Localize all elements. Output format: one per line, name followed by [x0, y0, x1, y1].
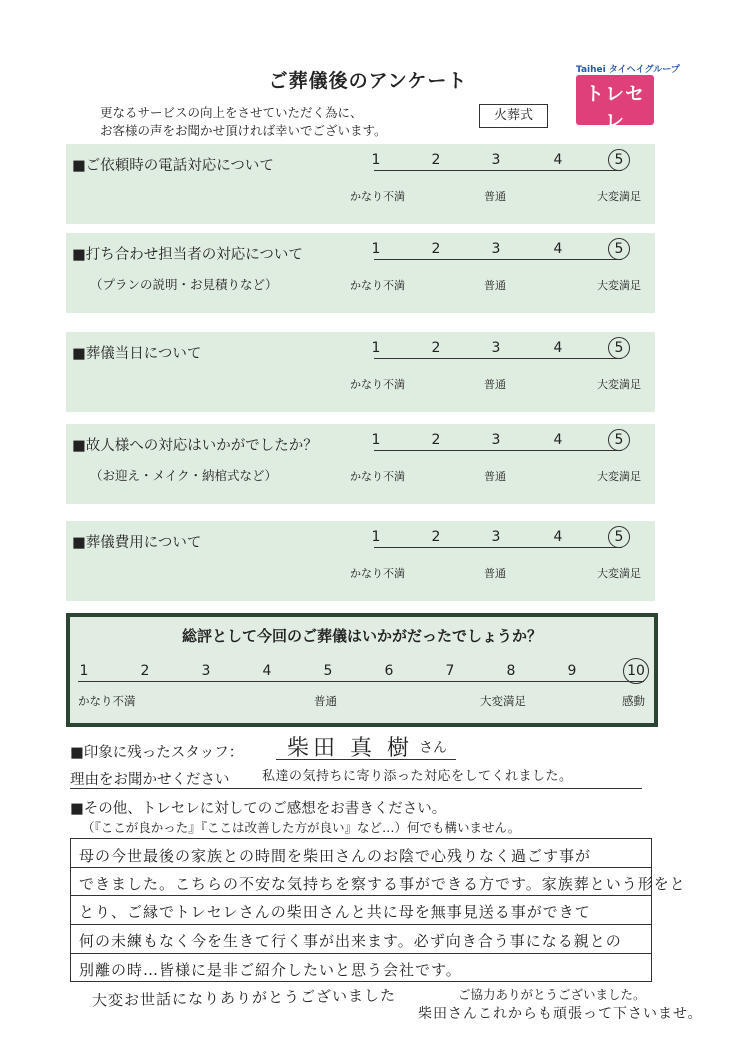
overall-anchor-high: 大変満足: [480, 694, 526, 708]
anchor-low: かなり不満: [350, 279, 405, 292]
comment-rule: [71, 924, 651, 925]
scale-4[interactable]: 4: [553, 152, 563, 168]
selected-answer-circle: [608, 526, 630, 548]
scale-2[interactable]: 2: [431, 241, 441, 257]
question-band-4: [66, 424, 655, 504]
scale-3[interactable]: 3: [491, 432, 501, 448]
scale-4[interactable]: 4: [553, 529, 563, 545]
scale-line: [374, 170, 622, 171]
comment-line-4: 何の未練もなく今を生きて行く事が出来ます。必ず向き合う事になる親との: [79, 932, 622, 950]
comment-line-2: できました。こちらの不安な気持ちを察する事ができる方です。家族葬という形をと: [79, 875, 686, 893]
overall-scale-9[interactable]: 9: [567, 663, 577, 679]
question-label: ■葬儀当日について: [72, 346, 202, 362]
staff-honorific: さん: [419, 740, 447, 756]
overall-scale-8[interactable]: 8: [506, 663, 516, 679]
overall-scale-line: [78, 681, 644, 682]
anchor-mid: 普通: [484, 470, 506, 483]
scale-2[interactable]: 2: [431, 340, 441, 356]
anchor-low: かなり不満: [350, 470, 405, 483]
scale-4[interactable]: 4: [553, 340, 563, 356]
question-sub: （お迎え・メイク・納棺式など）: [90, 468, 278, 483]
comment-box[interactable]: [70, 838, 686, 982]
logo: [572, 62, 680, 132]
intro-line-2: お客様の声をお聞かせ頂ければ幸いでございます。: [100, 123, 387, 138]
question-label: ■故人様への対応はいかがでしたか？: [72, 438, 318, 454]
overall-scale-2[interactable]: 2: [140, 663, 150, 679]
scale-1[interactable]: 1: [371, 432, 381, 448]
overall-anchor-top: 感動: [622, 694, 645, 708]
logo-badge: [576, 75, 654, 132]
question-label: ■ご依頼時の電話対応について: [72, 158, 274, 174]
scale-5[interactable]: 5: [614, 432, 624, 448]
anchor-high: 大変満足: [597, 378, 641, 391]
overall-scale-1[interactable]: 1: [79, 663, 89, 679]
anchor-low: かなり不満: [350, 190, 405, 203]
overall-scale-10[interactable]: 10: [627, 663, 645, 679]
question-band-3: [66, 332, 655, 412]
extra-comment-right: 柴田さんこれからも頑張って下さいませ。: [418, 1006, 703, 1022]
question-label: ■葬儀費用について: [72, 535, 202, 551]
scale-3[interactable]: 3: [491, 241, 501, 257]
selected-answer-circle: [608, 238, 630, 260]
overall-question: 総評として今回のご葬儀はいかがだったでしょうか？: [181, 627, 542, 645]
scale-2[interactable]: 2: [431, 152, 441, 168]
page-title: ご葬儀後のアンケート: [268, 70, 468, 92]
question-band-1: [66, 144, 655, 224]
comment-rule: [71, 953, 651, 954]
other-comments-note: （『ここが良かった』『ここは改善した方が良い』など…）何でも構いません。: [82, 820, 521, 835]
scale-1[interactable]: 1: [371, 529, 381, 545]
scale-5[interactable]: 5: [614, 529, 624, 545]
reason-label: 理由をお聞かせください: [70, 772, 230, 788]
scale-5[interactable]: 5: [614, 152, 624, 168]
selected-answer-circle: [608, 337, 630, 359]
scale-3[interactable]: 3: [491, 152, 501, 168]
anchor-mid: 普通: [484, 378, 506, 391]
anchor-high: 大変満足: [597, 190, 641, 203]
overall-anchor-mid: 普通: [314, 694, 337, 708]
overall-anchor-low: かなり不満: [78, 694, 136, 708]
overall-scale-6[interactable]: 6: [384, 663, 394, 679]
comment-line-3: とり、ご縁でトレセレさんの柴田さんと共に母を無事見送る事ができて: [79, 903, 591, 921]
reason-handwritten[interactable]: 私達の気持ちに寄り添った対応をしてくれました。: [262, 769, 573, 784]
scale-1[interactable]: 1: [371, 152, 381, 168]
scale-1[interactable]: 1: [371, 340, 381, 356]
question-label: ■打ち合わせ担当者の対応について: [72, 247, 303, 263]
thanks-message: ご協力ありがとうございました。: [458, 987, 646, 1002]
scale-5[interactable]: 5: [614, 340, 624, 356]
scale-2[interactable]: 2: [431, 529, 441, 545]
overall-scale-5[interactable]: 5: [323, 663, 333, 679]
anchor-mid: 普通: [484, 190, 506, 203]
anchor-mid: 普通: [484, 279, 506, 292]
comment-rule: [71, 867, 651, 868]
scale-1[interactable]: 1: [371, 241, 381, 257]
comment-line-1: 母の今世最後の家族との時間を柴田さんのお陰で心残りなく過ごす事が: [79, 847, 592, 865]
selected-answer-circle: [608, 429, 630, 451]
overall-selected-circle: [623, 658, 649, 684]
extra-comment-left: 大変お世話になりありがとうございました: [91, 986, 397, 1010]
comment-rule: [71, 895, 651, 896]
reason-underline: [70, 788, 642, 789]
scale-2[interactable]: 2: [431, 432, 441, 448]
anchor-high: 大変満足: [597, 470, 641, 483]
overall-scale-7[interactable]: 7: [445, 663, 455, 679]
scale-3[interactable]: 3: [491, 340, 501, 356]
anchor-mid: 普通: [484, 567, 506, 580]
logo-brand: トレセレ: [584, 83, 645, 132]
overall-evaluation-box: [66, 613, 658, 727]
staff-label: ■印象に残ったスタッフ：: [70, 745, 244, 761]
question-band-5: [66, 521, 655, 601]
scale-line: [374, 547, 622, 548]
question-band-2: [66, 233, 655, 313]
other-comments-label: ■その他、トレセレに対してのご感想をお書きください。: [70, 801, 447, 817]
ceremony-type-box: 火葬式: [479, 104, 548, 128]
scale-5[interactable]: 5: [614, 241, 624, 257]
scale-4[interactable]: 4: [553, 432, 563, 448]
scale-line: [374, 259, 622, 260]
anchor-high: 大変満足: [597, 279, 641, 292]
question-sub: （プランの説明・お見積りなど）: [90, 277, 278, 292]
scale-line: [374, 450, 622, 451]
anchor-low: かなり不満: [350, 567, 405, 580]
overall-scale-4[interactable]: 4: [262, 663, 272, 679]
anchor-low: かなり不満: [350, 378, 405, 391]
logo-group-text: Taihei タイヘイグループ: [576, 65, 680, 75]
anchor-high: 大変満足: [597, 567, 641, 580]
scale-line: [374, 358, 622, 359]
scale-4[interactable]: 4: [553, 241, 563, 257]
overall-scale-3[interactable]: 3: [201, 663, 211, 679]
selected-answer-circle: [608, 149, 630, 171]
intro-line-1: 更なるサービスの向上をさせていただく為に、: [100, 105, 363, 120]
scale-3[interactable]: 3: [491, 529, 501, 545]
staff-name-handwritten[interactable]: 柴田 真 樹: [287, 736, 413, 761]
comment-line-5: 別離の時…皆様に是非ご紹介したいと思う会社です。: [79, 961, 462, 979]
